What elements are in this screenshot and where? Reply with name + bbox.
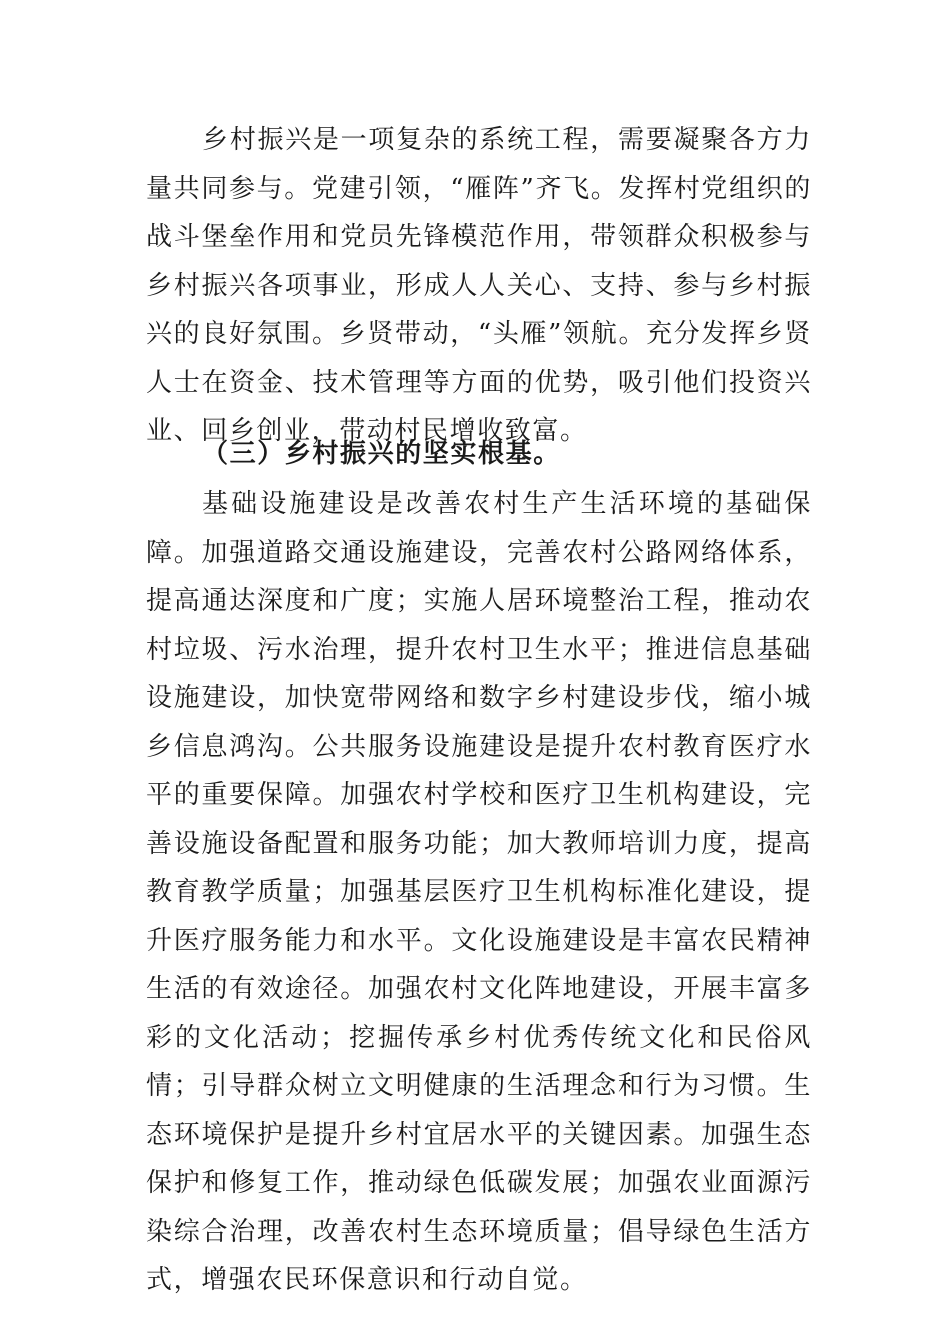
paragraph-1: 乡村振兴是一项复杂的系统工程，需要凝聚各方力量共同参与。党建引领，“雁阵”齐飞。发挥村党组织的战斗堡垒作用和党员先锋模范作用，带领群众积极参与乡村振兴各项事业，形成人人关心、支持、参与乡村振兴的良好氛围。乡贤带动，“头雁”领航。充分发挥乡贤人士在资金、技术管理等方面的优势，吸引他们投资兴业、回乡创业，带动村民增收致富。 [146,125,812,446]
section-heading: （三）乡村振兴的坚实根基。 [202,439,561,469]
paragraph-block [146,116,812,456]
paragraph-block [146,480,812,1305]
paragraph-2: 基础设施建设是改善农村生产生活环境的基础保障。加强道路交通设施建设，完善农村公路网络体系，提高通达深度和广度；实施人居环境整治工程，推动农村垃圾、污水治理，提升农村卫生水平；推进信息基础设施建设，加快宽带网络和数字乡村建设步伐，缩小城乡信息鸿沟。公共服务设施建设是提升农村教育医疗水平的重要保障。加强农村学校和医疗卫生机构建设，完善设施设备配置和服务功能；加大教师培训力度，提高教育教学质量；加强基层医疗卫生机构标准化建设，提升医疗服务能力和水平。文化设施建设是丰富农民精神生活的有效途径。加强农村文化阵地建设，开展丰富多彩的文化活动；挖掘传承乡村优秀传统文化和民俗风情；引导群众树立文明健康的生活理念和行为习惯。生态环境保护是提升乡村宜居水平的关键因素。加强生态保护和修复工作，推动绿色低碳发展；加强农业面源污染综合治理，改善农村生态环境质量；倡导绿色生活方式，增强农民环保意识和行动自觉。 [146,489,812,1295]
